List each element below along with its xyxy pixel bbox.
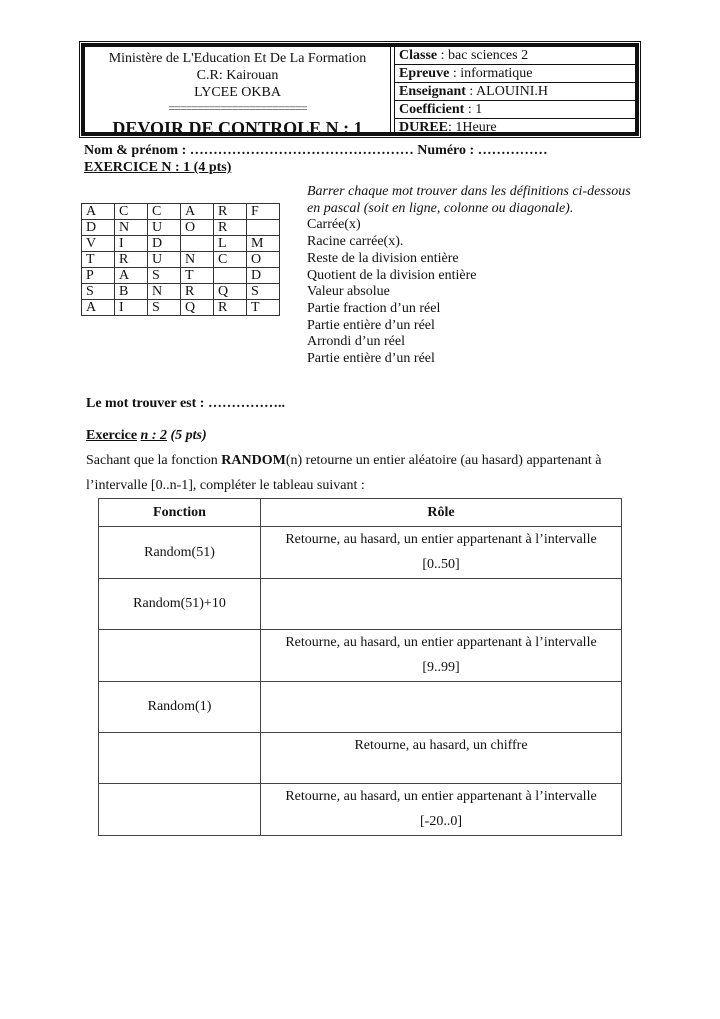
grid-cell: A [82,204,115,220]
grid-cell: R [115,252,148,268]
role-interval: [9..99] [422,660,460,675]
role-cell[interactable] [261,733,622,784]
info-value: 1 [475,102,483,117]
intro-text: Sachant que la fonction [86,453,222,468]
role-cell[interactable] [261,527,622,579]
grid-row [82,236,280,252]
table-row [99,784,622,836]
definition-item: Partie fraction d’un réel [307,300,441,316]
ministry-name: Ministère de L'Education Et De La Formation [108,51,367,66]
definition-item: Arrondi d’un réel [307,334,405,350]
grid-cell: T [181,268,214,284]
definitions-list [307,184,657,368]
header-fonction: Fonction [99,499,261,527]
grid-cell: V [82,236,115,252]
grid-cell: P [82,268,115,284]
definition-item: Partie entière d’un réel [307,351,435,367]
grid-cell: R [214,300,247,316]
grid-row [82,300,280,316]
grid-cell [247,220,280,236]
grid-cell: U [148,220,181,236]
header-exam-info [394,47,635,135]
info-label: DUREE [399,120,449,135]
info-sep: : [448,120,456,135]
grid-cell: C [148,204,181,220]
fonction-cell[interactable]: Random(51)+10 [99,579,261,630]
random-function-table [98,498,622,836]
grid-cell: A [115,268,148,284]
grid-row [82,252,280,268]
grid-cell: Q [181,300,214,316]
definition-item: Partie entière d’un réel [307,317,435,333]
exercise2-intro-2: l’intervalle [0..n-1], compléter le tableau suivant : [86,478,365,493]
header-school-info [85,47,391,138]
grid-cell: Q [214,284,247,300]
table-row [99,579,622,630]
table-row [99,630,622,682]
info-label: Enseignant [399,84,466,99]
instruction-line: Barrer chaque mot trouver dans les définitions ci-dessous [307,184,631,199]
intro-keyword: RANDOM [221,453,286,468]
grid-cell: I [115,300,148,316]
fonction-cell[interactable]: Random(51) [99,527,261,579]
role-text: Retourne, au hasard, un chiffre [354,738,528,753]
exam-header [81,43,639,136]
exercise2-title-pts: (5 pts) [170,428,207,443]
grid-cell: B [115,284,148,300]
fonction-cell[interactable] [99,733,261,784]
header-role: Rôle [261,499,622,527]
instruction-line: en pascal (soit en ligne, colonne ou diagonale). [307,200,574,216]
separator: ======================== [168,101,307,115]
fonction-cell[interactable] [99,784,261,836]
info-value: informatique [460,66,533,81]
definition-item: Racine carrée(x). [307,234,404,250]
grid-cell: D [247,268,280,284]
fonction-cell[interactable] [99,630,261,682]
grid-cell: N [115,220,148,236]
info-sep: : [449,66,461,81]
exercise2-title-word: Exercice [86,428,138,443]
grid-row [82,220,280,236]
fonction-cell[interactable]: Random(1) [99,682,261,733]
grid-cell: R [214,204,247,220]
role-cell[interactable] [261,682,622,733]
grid-cell: S [82,284,115,300]
info-duree [395,119,635,136]
grid-cell: D [148,236,181,252]
exercise2-title [86,427,207,444]
info-value: bac sciences 2 [448,48,529,63]
exercise2-intro-1 [86,452,601,469]
role-interval: [0..50] [422,557,460,572]
student-name-line: Nom & prénom : ………………………………………… Numéro : …………… [84,143,548,158]
role-cell[interactable] [261,630,622,682]
info-label: Epreuve [399,66,450,81]
grid-cell: I [115,236,148,252]
info-coefficient [395,101,635,119]
grid-cell: R [181,284,214,300]
grid-cell: F [247,204,280,220]
info-sep: : [437,48,449,63]
grid-cell: O [247,252,280,268]
info-sep: : [465,84,477,99]
grid-cell: C [214,252,247,268]
info-classe [395,47,635,65]
table-row [99,527,622,579]
table-row [99,682,622,733]
grid-cell: S [247,284,280,300]
role-text: Retourne, au hasard, un entier appartenant à l’intervalle [285,532,597,547]
definition-item: Carrée(x) [307,217,361,233]
table-row [99,733,622,784]
role-text: Retourne, au hasard, un entier appartenant à l’intervalle [285,635,597,650]
grid-cell: A [181,204,214,220]
grid-cell: U [148,252,181,268]
grid-cell: R [214,220,247,236]
exam-title: DEVOIR DE CONTROLE N : 1 [112,118,363,138]
intro-text: (n) retourne un entier aléatoire (au hasard) appartenant à [285,453,602,468]
table-header-row [99,499,622,527]
grid-cell [181,236,214,252]
region: C.R: Kairouan [196,68,279,83]
exercise1-title: EXERCICE N : 1 (4 pts) [84,160,232,175]
info-enseignant [395,83,635,101]
info-epreuve [395,65,635,83]
definition-item: Reste de la division entière [307,250,459,266]
grid-cell: A [82,300,115,316]
definition-item: Valeur absolue [307,284,390,300]
grid-cell: C [115,204,148,220]
grid-cell: N [148,284,181,300]
grid-cell: S [148,300,181,316]
word-search-grid [81,203,280,316]
answer-line: Le mot trouver est : …………….. [86,396,285,411]
grid-cell: D [82,220,115,236]
role-text: Retourne, au hasard, un entier appartenant à l’intervalle [285,789,597,804]
grid-cell: T [82,252,115,268]
info-value: 1Heure [455,120,497,135]
info-label: Coefficient [399,102,465,117]
grid-cell: T [247,300,280,316]
grid-cell: N [181,252,214,268]
grid-row [82,284,280,300]
definition-item: Quotient de la division entière [307,267,477,283]
role-cell[interactable] [261,579,622,630]
role-cell[interactable] [261,784,622,836]
school-name: LYCEE OKBA [194,85,281,100]
grid-cell: L [214,236,247,252]
grid-row [82,204,280,220]
grid-cell [214,268,247,284]
grid-cell: M [247,236,280,252]
role-interval: [-20..0] [420,814,462,829]
info-label: Classe [399,48,438,63]
info-sep: : [464,102,476,117]
grid-cell: S [148,268,181,284]
grid-row [82,268,280,284]
exercise2-title-num: n : 2 [140,428,167,443]
info-value: ALOUINI.H [476,84,548,99]
grid-cell: O [181,220,214,236]
